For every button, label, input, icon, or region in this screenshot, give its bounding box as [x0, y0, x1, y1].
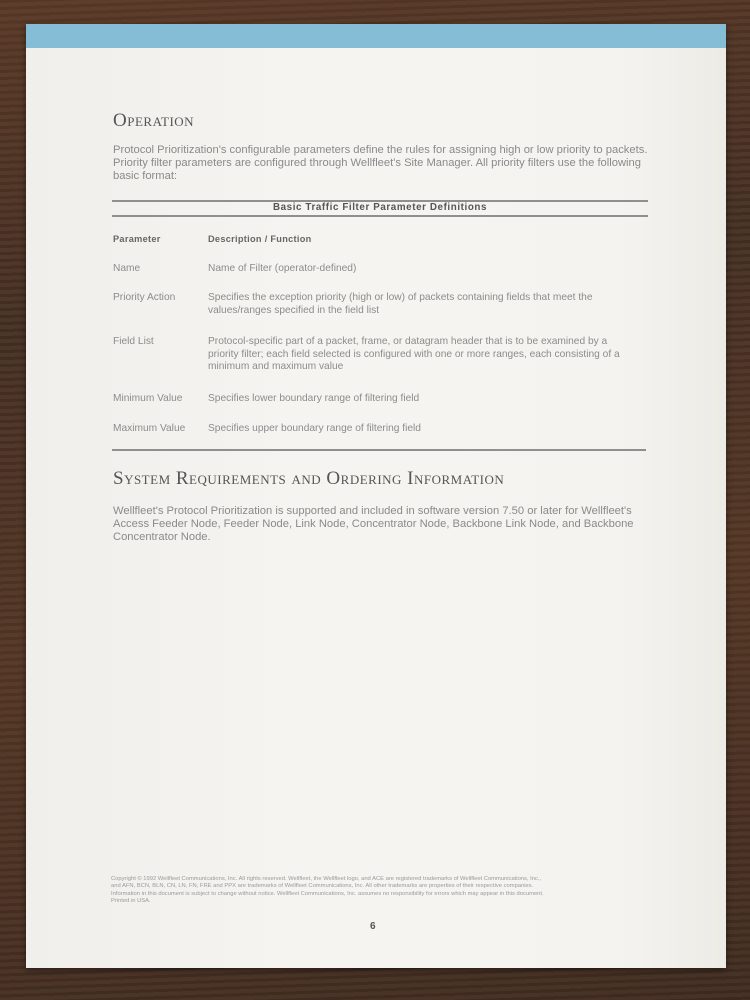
table-bottom-rule	[112, 449, 646, 451]
footer-line: Copyright © 1992 Wellfleet Communications, Inc. All rights reserved. Wellfleet, the Wellfleet logo, and ACE are registered trademarks of Wellfleet Communications, Inc.,	[111, 876, 542, 882]
parameter-cell: Name	[113, 263, 141, 274]
document-page	[26, 24, 726, 968]
footer-line: Printed in USA.	[111, 898, 151, 905]
description-cell: Protocol-specific part of a packet, frame, or datagram header that is to be examined by a priority filter; each field selected is configured with one or more ranges, each consisting of a minimum and maximum value	[208, 336, 620, 373]
parameter-cell: Priority Action	[113, 292, 176, 303]
header-color-band	[26, 24, 726, 48]
parameter-cell: Maximum Value	[113, 423, 186, 434]
table-title: Basic Traffic Filter Parameter Definitions	[272, 202, 488, 213]
parameter-cell: Minimum Value	[113, 393, 183, 404]
column-header-description: Description / Function	[208, 234, 312, 244]
footer-line: Information in this document is subject to change without notice. Wellfleet Communications, Inc. assumes no responsibility for errors which may appear in this document.	[111, 890, 544, 897]
parameter-cell: Field List	[113, 336, 154, 347]
description-cell: Name of Filter (operator-defined)	[208, 263, 357, 274]
footer-line: and AFN, BCN, BLN, CN, LN, FN, FRE and PPX are trademarks of Wellfleet Communications, Inc. All other trademarks are properties of their respective companies.	[111, 883, 534, 890]
copyright-footer	[111, 876, 671, 906]
page-number: 6	[370, 921, 376, 932]
operation-heading: Operation	[113, 110, 195, 131]
system-requirements-paragraph: Wellfleet's Protocol Prioritization is supported and included in software version 7.50 or later for Wellfleet's Access Feeder Node, Feeder Node, Link Node, Concentrator Node, Backbone Link Node, and Backbone Concentrator Node.	[113, 505, 634, 543]
system-requirements-heading: System Requirements and Ordering Information	[113, 468, 505, 489]
description-cell: Specifies the exception priority (high or low) of packets containing fields that meet the values/ranges specified in the field list	[208, 292, 593, 316]
description-cell: Specifies lower boundary range of filtering field	[208, 393, 420, 404]
description-cell: Specifies upper boundary range of filtering field	[208, 423, 421, 434]
table-title-rule	[112, 215, 648, 217]
operation-paragraph: Protocol Prioritization's configurable parameters define the rules for assigning high or low priority to packets. Priority filter parameters are configured through Wellfleet's Site Manager. All priority filters use the following basic format:	[113, 144, 648, 182]
column-header-parameter: Parameter	[113, 234, 161, 244]
